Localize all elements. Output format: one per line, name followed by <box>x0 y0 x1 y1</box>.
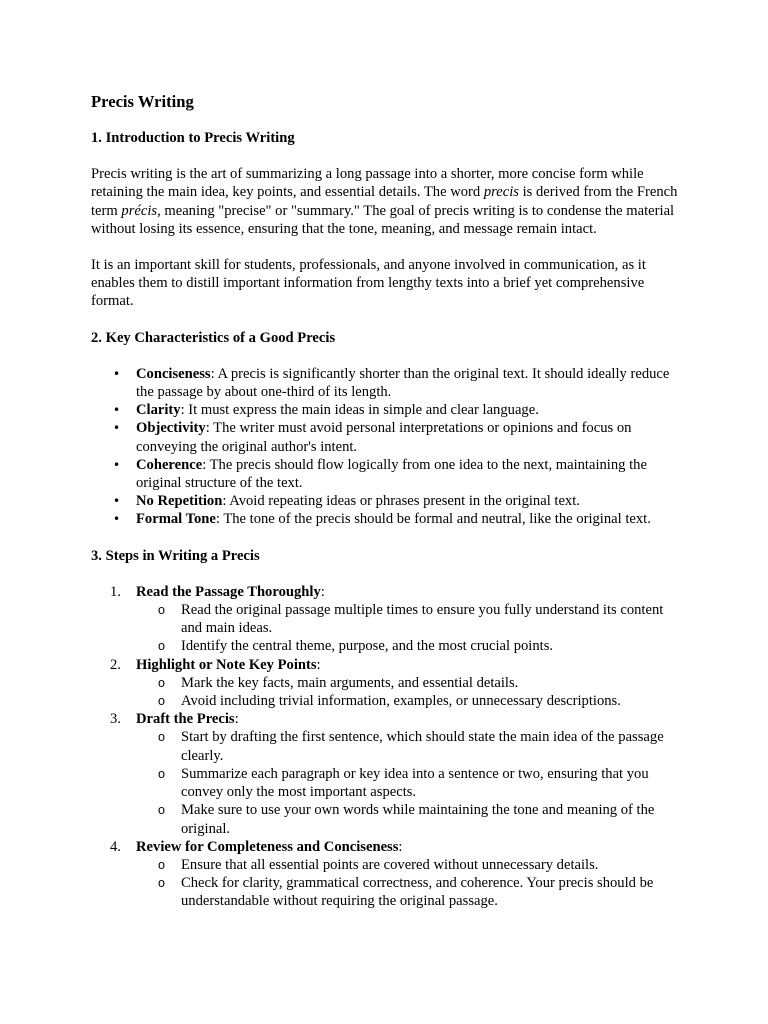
term-precis: precis <box>483 184 519 201</box>
section-heading-characteristics: 2. Key Characteristics of a Good Precis <box>91 329 336 346</box>
section-heading-steps: 3. Steps in Writing a Precis <box>91 547 260 564</box>
list-item: o Make sure to use your own words while maintaining the tone and meaning of the original. <box>158 802 655 837</box>
hollow-bullet-icon: o <box>158 803 165 818</box>
sub-list <box>136 856 681 911</box>
term-precis-french: précis <box>121 202 158 219</box>
list-item: o Summarize each paragraph or key idea into a sentence or two, ensuring that you convey only the most important aspects. <box>158 765 649 801</box>
document-body <box>91 92 681 911</box>
hollow-bullet-icon: o <box>158 730 165 745</box>
list-item: o Avoid including trivial information, examples, or unnecessary descriptions. <box>158 693 621 710</box>
sub-list <box>136 728 681 837</box>
section-heading-introduction: 1. Introduction to Precis Writing <box>91 130 295 146</box>
list-item: • No Repetition: Avoid repeating ideas or phrases present in the original text. <box>91 492 681 510</box>
step-item: 3. Draft the Precis: o Start by drafting the first sentence, which should state the main idea of the passage clearly. o Summarize each paragraph or key idea into a sentence or two, ensuring that you convey only the most important aspects. o Make sure to use your own words while maintaining the tone and meaning of the original. <box>91 710 681 837</box>
steps-list <box>91 583 681 911</box>
step-item: 4. Review for Completeness and Conciseness: o Ensure that all essential points are covered without unnecessary details. o Check for clarity, grammatical correctness, and coherence. Your precis should be understandable without requiring the original passage. <box>91 838 681 911</box>
list-item: • Formal Tone: The tone of the precis should be formal and neutral, like the original text. <box>91 510 681 528</box>
hollow-bullet-icon: o <box>158 603 165 618</box>
characteristics-list <box>91 365 681 529</box>
hollow-bullet-icon: o <box>158 766 165 781</box>
hollow-bullet-icon: o <box>158 639 165 654</box>
list-item: o Start by drafting the first sentence, which should state the main idea of the passage clearly. <box>158 729 664 764</box>
sub-list <box>136 601 681 656</box>
hollow-bullet-icon: o <box>158 694 165 709</box>
list-item: o Ensure that all essential points are covered without unnecessary details. <box>158 856 599 873</box>
list-item: o Mark the key facts, main arguments, and essential details. <box>158 674 519 691</box>
list-item: • Objectivity: The writer must avoid personal interpretations or opinions and focus on conveying the original author's intent. <box>91 419 681 455</box>
list-item: • Conciseness: A precis is significantly shorter than the original text. It should ideally reduce the passage by about one-third of its length. <box>91 365 681 401</box>
step-item: 2. Highlight or Note Key Points: o Mark the key facts, main arguments, and essential details. o Avoid including trivial information, examples, or unnecessary descriptions. <box>91 656 681 711</box>
intro-paragraph-2: It is an important skill for students, professionals, and anyone involved in communication, as it enables them to distill important information from lengthy texts into a brief yet comprehensive format. <box>91 257 646 310</box>
hollow-bullet-icon: o <box>158 876 165 891</box>
page-title: Precis Writing <box>91 92 194 111</box>
list-item: o Check for clarity, grammatical correctness, and coherence. Your precis should be understandable without requiring the original passage. <box>158 875 654 910</box>
list-item: o Read the original passage multiple times to ensure you fully understand its content and main ideas. <box>158 602 664 637</box>
sub-list <box>136 674 681 710</box>
hollow-bullet-icon: o <box>158 675 165 690</box>
step-item: 1. Read the Passage Thoroughly: o Read the original passage multiple times to ensure you fully understand its content and main ideas. o Identify the central theme, purpose, and the most crucial points. <box>91 583 681 656</box>
hollow-bullet-icon: o <box>158 857 165 872</box>
list-item: • Coherence: The precis should flow logically from one idea to the next, maintaining the original structure of the text. <box>91 456 681 492</box>
intro-paragraph-1: Precis writing is the art of summarizing a long passage into a shorter, more concise form while retaining the main idea, key points, and essential details. The word precis is derived from the French term précis, meaning "precise" or "summary." The goal of precis writing is to condense the material without losing its essence, ensuring that the tone, meaning, and message remain intact. <box>91 166 678 237</box>
list-item: o Identify the central theme, purpose, and the most crucial points. <box>158 638 554 655</box>
list-item: • Clarity: It must express the main ideas in simple and clear language. <box>91 401 681 419</box>
